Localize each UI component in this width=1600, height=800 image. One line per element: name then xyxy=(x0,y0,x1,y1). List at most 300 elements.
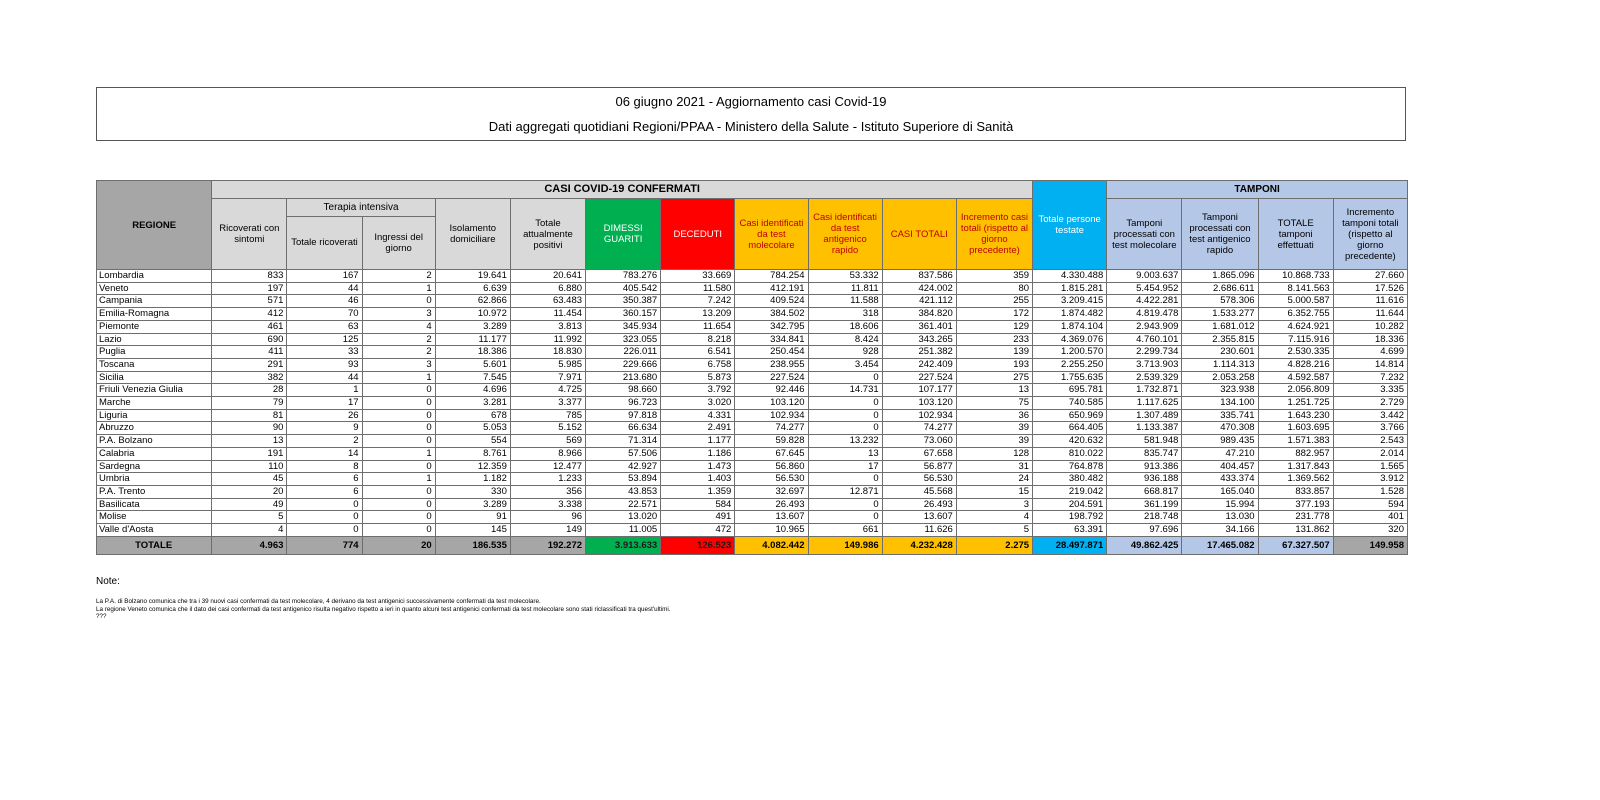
table-cell: 1 xyxy=(362,371,435,384)
total-cell: 126.523 xyxy=(661,536,735,554)
table-cell: 1.732.871 xyxy=(1107,384,1182,397)
total-cell: 4.963 xyxy=(212,536,287,554)
table-cell: 837.586 xyxy=(882,270,956,283)
table-cell: 59.828 xyxy=(735,435,808,448)
table-cell: 66.634 xyxy=(586,422,661,435)
table-cell: 928 xyxy=(808,346,882,359)
region-name: P.A. Trento xyxy=(97,485,212,498)
table-cell: 71.314 xyxy=(586,435,661,448)
table-cell: 1.643.230 xyxy=(1258,409,1333,422)
table-cell: 165.040 xyxy=(1182,485,1258,498)
table-cell: 2.299.734 xyxy=(1107,346,1182,359)
col-dimessi-guariti: DIMESSI GUARITI xyxy=(586,199,661,270)
region-name: Friuli Venezia Giulia xyxy=(97,384,212,397)
table-cell: 1.473 xyxy=(661,460,735,473)
table-cell: 149 xyxy=(510,524,585,537)
col-ricoverati-con-sintomi: Ricoverati con sintomi xyxy=(212,199,287,270)
table-cell: 63.391 xyxy=(1033,524,1107,537)
table-cell: 26 xyxy=(287,409,362,422)
table-row xyxy=(97,447,1408,460)
total-cell: 49.862.425 xyxy=(1107,536,1182,554)
table-cell: 4.369.076 xyxy=(1033,333,1107,346)
table-cell: 0 xyxy=(808,473,882,486)
table-cell: 70 xyxy=(287,308,362,321)
table-cell: 5.454.952 xyxy=(1107,282,1182,295)
table-cell: 323.938 xyxy=(1182,384,1258,397)
table-cell: 361.199 xyxy=(1107,498,1182,511)
table-cell: 571 xyxy=(212,295,287,308)
total-cell: 774 xyxy=(287,536,362,554)
region-name: Valle d'Aosta xyxy=(97,524,212,537)
table-cell: 1.403 xyxy=(661,473,735,486)
table-row xyxy=(97,473,1408,486)
table-cell: 197 xyxy=(212,282,287,295)
table-cell: 96 xyxy=(510,511,585,524)
table-cell: 8.761 xyxy=(435,447,510,460)
table-cell: 13.030 xyxy=(1182,511,1258,524)
table-cell: 56.860 xyxy=(735,460,808,473)
table-cell: 695.781 xyxy=(1033,384,1107,397)
table-cell: 10.972 xyxy=(435,308,510,321)
table-cell: 134.100 xyxy=(1182,397,1258,410)
region-name: Toscana xyxy=(97,358,212,371)
total-cell: 4.082.442 xyxy=(735,536,808,554)
table-cell: 1.815.281 xyxy=(1033,282,1107,295)
table-cell: 569 xyxy=(510,435,585,448)
table-cell: 17 xyxy=(287,397,362,410)
table-cell: 0 xyxy=(362,409,435,422)
table-cell: 74.277 xyxy=(735,422,808,435)
col-incremento-tamponi: Incremento tamponi totali (rispetto al giorno precedente) xyxy=(1333,199,1407,270)
table-cell: 1.133.387 xyxy=(1107,422,1182,435)
table-cell: 238.955 xyxy=(735,358,808,371)
table-cell: 12.359 xyxy=(435,460,510,473)
table-cell: 129 xyxy=(956,320,1032,333)
col-totale-persone-testate: Totale persone testate xyxy=(1033,181,1107,270)
region-name: Campania xyxy=(97,295,212,308)
table-cell: 242.409 xyxy=(882,358,956,371)
table-cell: 231.778 xyxy=(1258,511,1333,524)
col-totale-ricoverati: Totale ricoverati xyxy=(287,216,362,269)
table-cell: 360.157 xyxy=(586,308,661,321)
col-casi-test-molecolare: Casi identificati da test molecolare xyxy=(735,199,808,270)
table-cell: 53.894 xyxy=(586,473,661,486)
table-cell: 1 xyxy=(362,447,435,460)
table-row xyxy=(97,308,1408,321)
table-cell: 13.020 xyxy=(586,511,661,524)
table-cell: 581.948 xyxy=(1107,435,1182,448)
table-cell: 15.994 xyxy=(1182,498,1258,511)
table-cell: 0 xyxy=(362,485,435,498)
table-cell: 102.934 xyxy=(882,409,956,422)
table-cell: 409.524 xyxy=(735,295,808,308)
col-incremento-casi: Incremento casi totali (rispetto al giorno precedente) xyxy=(956,199,1032,270)
region-name: Lazio xyxy=(97,333,212,346)
table-cell: 3.912 xyxy=(1333,473,1407,486)
table-cell: 5.985 xyxy=(510,358,585,371)
table-row xyxy=(97,435,1408,448)
table-cell: 26.493 xyxy=(735,498,808,511)
table-row xyxy=(97,358,1408,371)
table-cell: 167 xyxy=(287,270,362,283)
table-cell: 2.530.335 xyxy=(1258,346,1333,359)
col-isolamento-domiciliare: Isolamento domiciliare xyxy=(435,199,510,270)
table-cell: 4.422.281 xyxy=(1107,295,1182,308)
table-cell: 785 xyxy=(510,409,585,422)
table-cell: 67.645 xyxy=(735,447,808,460)
table-cell: 2.491 xyxy=(661,422,735,435)
table-cell: 384.502 xyxy=(735,308,808,321)
table-cell: 2 xyxy=(362,346,435,359)
region-name: Marche xyxy=(97,397,212,410)
table-cell: 7.545 xyxy=(435,371,510,384)
table-cell: 34.166 xyxy=(1182,524,1258,537)
table-cell: 0 xyxy=(808,397,882,410)
region-name: Lombardia xyxy=(97,270,212,283)
table-cell: 24 xyxy=(956,473,1032,486)
table-cell: 343.265 xyxy=(882,333,956,346)
total-cell: 2.275 xyxy=(956,536,1032,554)
table-cell: 1.307.489 xyxy=(1107,409,1182,422)
table-cell: 470.308 xyxy=(1182,422,1258,435)
table-cell: 2.729 xyxy=(1333,397,1407,410)
table-row xyxy=(97,346,1408,359)
table-cell: 661 xyxy=(808,524,882,537)
table-cell: 13.607 xyxy=(882,511,956,524)
table-cell: 8.966 xyxy=(510,447,585,460)
table-cell: 13 xyxy=(808,447,882,460)
notes-label: Note: xyxy=(96,576,120,587)
table-cell: 80 xyxy=(956,282,1032,295)
table-cell: 4.330.488 xyxy=(1033,270,1107,283)
table-cell: 73.060 xyxy=(882,435,956,448)
table-cell: 57.506 xyxy=(586,447,661,460)
table-row xyxy=(97,333,1408,346)
table-row xyxy=(97,282,1408,295)
table-cell: 5 xyxy=(212,511,287,524)
table-cell: 97.696 xyxy=(1107,524,1182,537)
table-cell: 342.795 xyxy=(735,320,808,333)
table-cell: 31 xyxy=(956,460,1032,473)
table-cell: 4.819.478 xyxy=(1107,308,1182,321)
table-cell: 2 xyxy=(362,333,435,346)
table-cell: 10.965 xyxy=(735,524,808,537)
table-cell: 835.747 xyxy=(1107,447,1182,460)
table-cell: 3 xyxy=(362,358,435,371)
table-cell: 0 xyxy=(362,422,435,435)
table-cell: 404.457 xyxy=(1182,460,1258,473)
col-casi-test-antigenico: Casi identificati da test antigenico rapido xyxy=(808,199,882,270)
table-cell: 3.442 xyxy=(1333,409,1407,422)
table-cell: 11.811 xyxy=(808,282,882,295)
table-cell: 255 xyxy=(956,295,1032,308)
total-row xyxy=(97,536,1408,554)
table-cell: 594 xyxy=(1333,498,1407,511)
table-cell: 0 xyxy=(287,524,362,537)
table-row xyxy=(97,422,1408,435)
col-ingressi-del-giorno: Ingressi del giorno xyxy=(362,216,435,269)
table-row xyxy=(97,409,1408,422)
table-cell: 45.568 xyxy=(882,485,956,498)
table-cell: 79 xyxy=(212,397,287,410)
table-cell: 8.424 xyxy=(808,333,882,346)
table-cell: 20.641 xyxy=(510,270,585,283)
table-cell: 14 xyxy=(287,447,362,460)
table-cell: 10.868.733 xyxy=(1258,270,1333,283)
group-casi-confermati: CASI COVID-19 CONFERMATI xyxy=(212,181,1033,199)
table-cell: 936.188 xyxy=(1107,473,1182,486)
table-cell: 1.865.096 xyxy=(1182,270,1258,283)
table-cell: 1.177 xyxy=(661,435,735,448)
table-cell: 1.528 xyxy=(1333,485,1407,498)
table-cell: 380.482 xyxy=(1033,473,1107,486)
table-cell: 191 xyxy=(212,447,287,460)
table-cell: 11.626 xyxy=(882,524,956,537)
table-cell: 0 xyxy=(362,295,435,308)
table-cell: 227.524 xyxy=(735,371,808,384)
table-cell: 335.741 xyxy=(1182,409,1258,422)
table-cell: 45 xyxy=(212,473,287,486)
table-cell: 2.014 xyxy=(1333,447,1407,460)
table-cell: 19.641 xyxy=(435,270,510,283)
table-cell: 6 xyxy=(287,485,362,498)
table-cell: 678 xyxy=(435,409,510,422)
table-cell: 1.114.313 xyxy=(1182,358,1258,371)
table-row xyxy=(97,295,1408,308)
table-cell: 4.760.101 xyxy=(1107,333,1182,346)
table-cell: 17 xyxy=(808,460,882,473)
table-cell: 1.571.383 xyxy=(1258,435,1333,448)
table-cell: 3.289 xyxy=(435,320,510,333)
table-cell: 6.639 xyxy=(435,282,510,295)
table-cell: 11.644 xyxy=(1333,308,1407,321)
table-cell: 433.374 xyxy=(1182,473,1258,486)
region-name: P.A. Bolzano xyxy=(97,435,212,448)
table-cell: 8.218 xyxy=(661,333,735,346)
table-cell: 1.186 xyxy=(661,447,735,460)
region-name: Liguria xyxy=(97,409,212,422)
table-cell: 145 xyxy=(435,524,510,537)
table-cell: 356 xyxy=(510,485,585,498)
table-cell: 320 xyxy=(1333,524,1407,537)
table-row xyxy=(97,397,1408,410)
table-cell: 5.873 xyxy=(661,371,735,384)
table-cell: 2.355.815 xyxy=(1182,333,1258,346)
table-cell: 11.005 xyxy=(586,524,661,537)
table-cell: 53.332 xyxy=(808,270,882,283)
table-cell: 334.841 xyxy=(735,333,808,346)
table-cell: 3.335 xyxy=(1333,384,1407,397)
total-cell: 67.327.507 xyxy=(1258,536,1333,554)
table-cell: 2 xyxy=(362,270,435,283)
table-cell: 97.818 xyxy=(586,409,661,422)
table-cell: 4.828.216 xyxy=(1258,358,1333,371)
table-cell: 3.209.415 xyxy=(1033,295,1107,308)
table-cell: 218.748 xyxy=(1107,511,1182,524)
table-cell: 3.377 xyxy=(510,397,585,410)
table-cell: 0 xyxy=(362,511,435,524)
table-cell: 11.454 xyxy=(510,308,585,321)
table-cell: 49 xyxy=(212,498,287,511)
table-cell: 229.666 xyxy=(586,358,661,371)
col-totale-tamponi: TOTALE tamponi effettuati xyxy=(1258,199,1333,270)
table-cell: 9.003.637 xyxy=(1107,270,1182,283)
table-cell: 0 xyxy=(362,384,435,397)
table-cell: 193 xyxy=(956,358,1032,371)
total-cell: 186.535 xyxy=(435,536,510,554)
table-cell: 13 xyxy=(956,384,1032,397)
table-cell: 13.232 xyxy=(808,435,882,448)
table-cell: 1.359 xyxy=(661,485,735,498)
table-cell: 13 xyxy=(212,435,287,448)
table-cell: 98.660 xyxy=(586,384,661,397)
table-cell: 0 xyxy=(362,435,435,448)
table-cell: 784.254 xyxy=(735,270,808,283)
table-cell: 13.607 xyxy=(735,511,808,524)
table-cell: 2.255.250 xyxy=(1033,358,1107,371)
table-cell: 7.242 xyxy=(661,295,735,308)
table-cell: 81 xyxy=(212,409,287,422)
table-cell: 91 xyxy=(435,511,510,524)
table-cell: 18.386 xyxy=(435,346,510,359)
table-cell: 275 xyxy=(956,371,1032,384)
table-cell: 345.934 xyxy=(586,320,661,333)
table-cell: 5 xyxy=(956,524,1032,537)
table-cell: 554 xyxy=(435,435,510,448)
table-cell: 230.601 xyxy=(1182,346,1258,359)
table-cell: 291 xyxy=(212,358,287,371)
table-cell: 1.317.843 xyxy=(1258,460,1333,473)
table-cell: 491 xyxy=(661,511,735,524)
table-cell: 0 xyxy=(362,524,435,537)
table-cell: 0 xyxy=(808,422,882,435)
table-cell: 1.565 xyxy=(1333,460,1407,473)
table-cell: 125 xyxy=(287,333,362,346)
table-cell: 39 xyxy=(956,422,1032,435)
table-cell: 5.152 xyxy=(510,422,585,435)
table-cell: 32.697 xyxy=(735,485,808,498)
table-row xyxy=(97,371,1408,384)
table-cell: 46 xyxy=(287,295,362,308)
table-cell: 128 xyxy=(956,447,1032,460)
note-line: La regione Veneto comunica che il dato dei casi confermati da test antigenico risulta negativo rispetto a ieri in quanto alcuni test antigenici confermati da test molecolare sono stati riclassificati tra quest'ultimi. xyxy=(96,605,671,613)
table-cell: 3.813 xyxy=(510,320,585,333)
table-cell: 42.927 xyxy=(586,460,661,473)
table-cell: 350.387 xyxy=(586,295,661,308)
table-cell: 1 xyxy=(362,282,435,295)
col-casi-totali: CASI TOTALI xyxy=(882,199,956,270)
covid-data-table xyxy=(96,180,1408,555)
table-cell: 8.141.563 xyxy=(1258,282,1333,295)
total-cell: 149.986 xyxy=(808,536,882,554)
table-cell: 11.616 xyxy=(1333,295,1407,308)
table-cell: 0 xyxy=(362,460,435,473)
table-cell: 107.177 xyxy=(882,384,956,397)
table-cell: 377.193 xyxy=(1258,498,1333,511)
table-cell: 664.405 xyxy=(1033,422,1107,435)
table-cell: 226.011 xyxy=(586,346,661,359)
table-cell: 1.251.725 xyxy=(1258,397,1333,410)
table-cell: 28 xyxy=(212,384,287,397)
table-cell: 1.200.570 xyxy=(1033,346,1107,359)
table-cell: 33.669 xyxy=(661,270,735,283)
table-cell: 0 xyxy=(808,371,882,384)
table-cell: 6.758 xyxy=(661,358,735,371)
table-cell: 103.120 xyxy=(735,397,808,410)
region-name: Emilia-Romagna xyxy=(97,308,212,321)
table-cell: 2 xyxy=(287,435,362,448)
table-cell: 18.336 xyxy=(1333,333,1407,346)
table-cell: 0 xyxy=(362,498,435,511)
total-cell: 192.272 xyxy=(510,536,585,554)
region-name: Basilicata xyxy=(97,498,212,511)
table-cell: 74.277 xyxy=(882,422,956,435)
table-cell: 63 xyxy=(287,320,362,333)
region-name: Puglia xyxy=(97,346,212,359)
table-cell: 3.454 xyxy=(808,358,882,371)
table-cell: 27.660 xyxy=(1333,270,1407,283)
table-cell: 4.624.921 xyxy=(1258,320,1333,333)
table-cell: 11.177 xyxy=(435,333,510,346)
col-regione: REGIONE xyxy=(97,181,212,270)
table-cell: 4.696 xyxy=(435,384,510,397)
table-cell: 318 xyxy=(808,308,882,321)
table-cell: 43.853 xyxy=(586,485,661,498)
table-cell: 11.654 xyxy=(661,320,735,333)
table-cell: 3.766 xyxy=(1333,422,1407,435)
table-body xyxy=(97,270,1408,555)
table-cell: 172 xyxy=(956,308,1032,321)
table-cell: 102.934 xyxy=(735,409,808,422)
table-cell: 5.601 xyxy=(435,358,510,371)
col-deceduti: DECEDUTI xyxy=(661,199,735,270)
table-cell: 3.281 xyxy=(435,397,510,410)
table-cell: 14.731 xyxy=(808,384,882,397)
table-cell: 47.210 xyxy=(1182,447,1258,460)
table-cell: 3 xyxy=(362,308,435,321)
report-title-box xyxy=(96,87,1406,141)
table-cell: 1 xyxy=(287,384,362,397)
table-row xyxy=(97,498,1408,511)
table-cell: 461 xyxy=(212,320,287,333)
table-cell: 420.632 xyxy=(1033,435,1107,448)
group-terapia-intensiva: Terapia intensiva xyxy=(287,199,435,217)
table-cell: 405.542 xyxy=(586,282,661,295)
table-row xyxy=(97,320,1408,333)
table-cell: 96.723 xyxy=(586,397,661,410)
table-cell: 39 xyxy=(956,435,1032,448)
table-cell: 250.454 xyxy=(735,346,808,359)
table-cell: 233 xyxy=(956,333,1032,346)
table-cell: 412 xyxy=(212,308,287,321)
table-cell: 1 xyxy=(362,473,435,486)
table-cell: 6.880 xyxy=(510,282,585,295)
table-cell: 12.871 xyxy=(808,485,882,498)
table-cell: 4 xyxy=(362,320,435,333)
table-cell: 62.866 xyxy=(435,295,510,308)
table-cell: 2.686.611 xyxy=(1182,282,1258,295)
table-cell: 93 xyxy=(287,358,362,371)
table-cell: 3.289 xyxy=(435,498,510,511)
table-cell: 1.603.695 xyxy=(1258,422,1333,435)
table-cell: 6.352.755 xyxy=(1258,308,1333,321)
table-cell: 330 xyxy=(435,485,510,498)
col-totale-attualmente-positivi: Totale attualmente positivi xyxy=(510,199,585,270)
note-line: La P.A. di Bolzano comunica che tra i 39 nuovi casi confermati da test molecolare, 4 derivano da test antigenici successivamente confermati da test molecolare. xyxy=(96,598,541,605)
table-cell: 44 xyxy=(287,371,362,384)
table-cell: 11.588 xyxy=(808,295,882,308)
table-cell: 4.725 xyxy=(510,384,585,397)
